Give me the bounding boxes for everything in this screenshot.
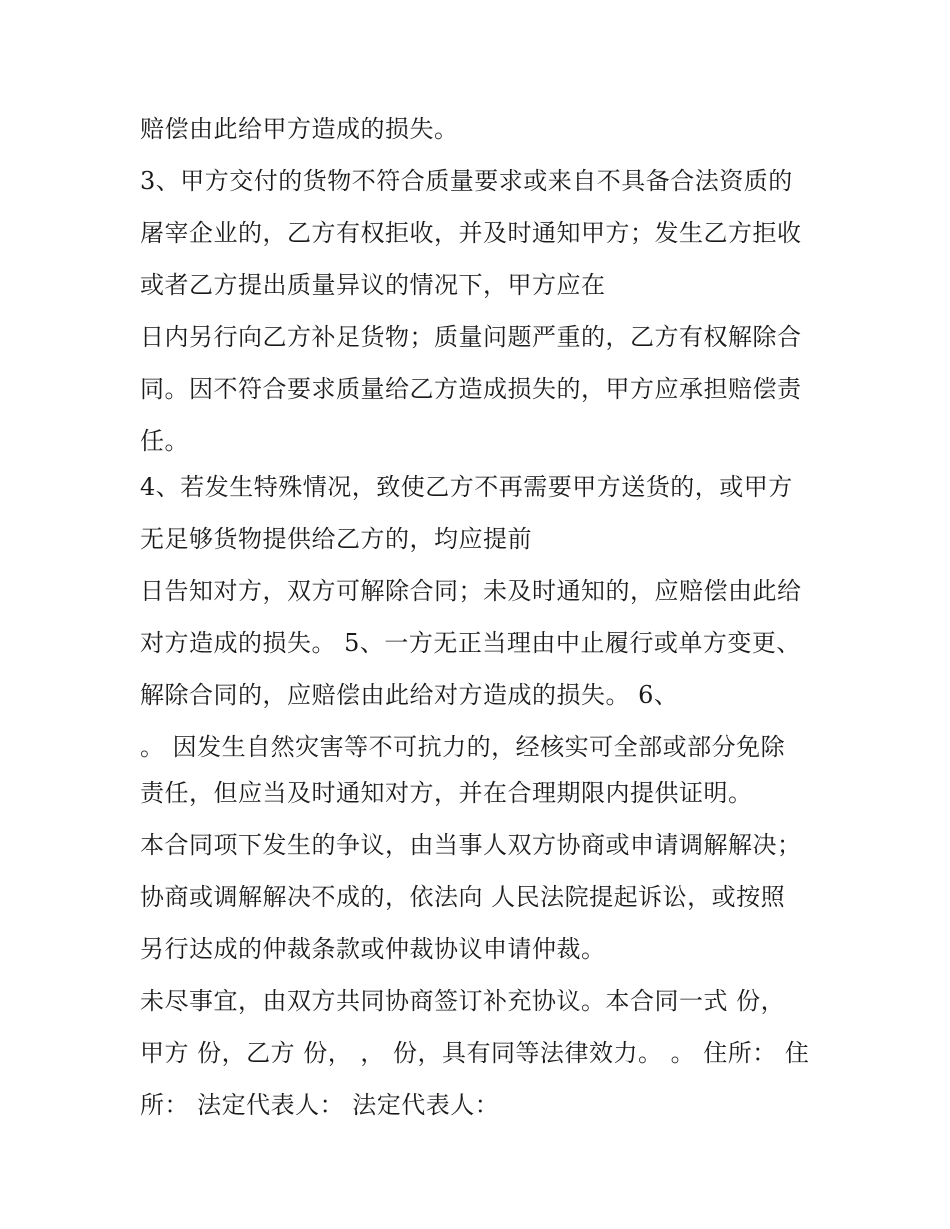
text-line: 日内另行向乙方补足货物；质量问题严重的，乙方有权解除合	[140, 323, 802, 351]
text-line: 赔偿由此给甲方造成的损失。	[140, 115, 459, 143]
text-line: 解除合同的，应赔偿由此给对方造成的损失。 6、	[140, 681, 679, 709]
text-line: 责任，但应当及时通知对方，并在合理期限内提供证明。	[140, 779, 753, 807]
text-line: 协商或调解解决不成的，依法向 人民法院提起诉讼，或按照	[140, 883, 786, 911]
text-line: 或者乙方提出质量异议的情况下，甲方应在	[140, 271, 606, 299]
text-line: 所： 法定代表人： 法定代表人：	[140, 1091, 500, 1119]
text-line: 同。因不符合要求质量给乙方造成损失的，甲方应承担赔偿责	[140, 375, 802, 403]
text-line: 对方造成的损失。 5、一方无正当理由中止履行或单方变更、	[140, 629, 801, 657]
text-line: 屠宰企业的，乙方有权拒收，并及时通知甲方；发生乙方拒收	[140, 219, 802, 247]
text-line: 无足够货物提供给乙方的，均应提前	[140, 525, 532, 553]
text-line: 日告知对方，双方可解除合同；未及时通知的，应赔偿由此给	[140, 577, 802, 605]
text-line: 甲方 份，乙方 份， ， 份，具有同等法律效力。 。 住所： 住	[140, 1039, 810, 1067]
text-line: 另行达成的仲裁条款或仲裁协议申请仲裁。	[140, 935, 606, 963]
text-line: 3、甲方交付的货物不符合质量要求或来自不具备合法资质的	[140, 167, 793, 195]
text-line: 。 因发生自然灾害等不可抗力的，经核实可全部或部分免除	[140, 733, 786, 761]
text-line: 4、若发生特殊情况，致使乙方不再需要甲方送货的，或甲方	[140, 473, 793, 501]
text-line: 本合同项下发生的争议，由当事人双方协商或申请调解解决；	[140, 831, 802, 859]
text-line: 任。	[140, 427, 189, 455]
text-line: 未尽事宜，由双方共同协商签订补充协议。本合同一式 份，	[140, 987, 786, 1015]
